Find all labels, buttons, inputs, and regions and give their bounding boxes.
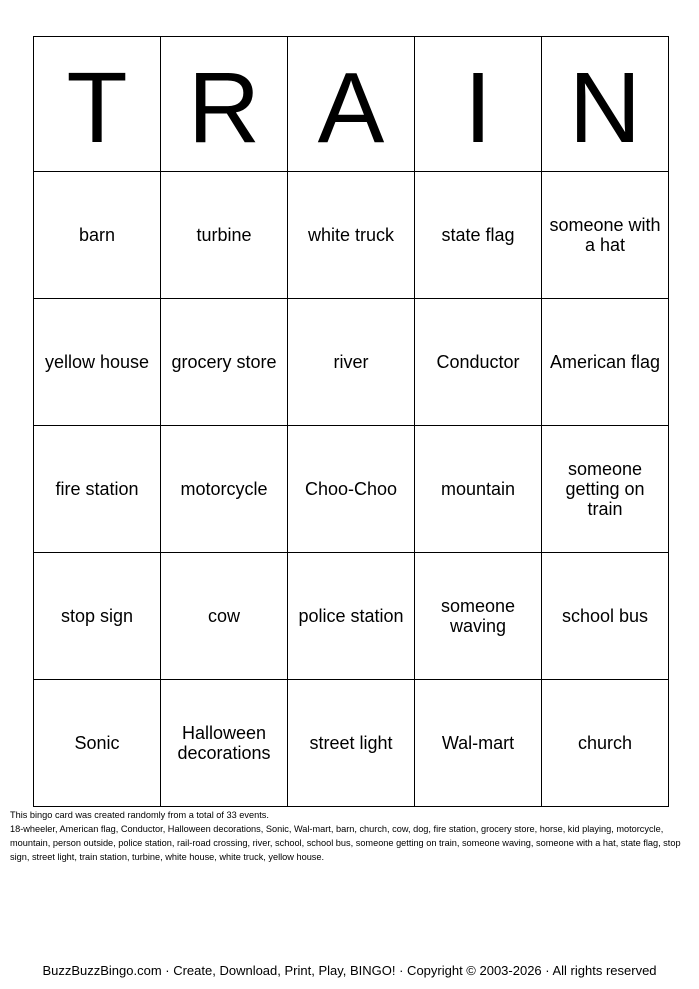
bingo-cell xyxy=(542,553,669,680)
bingo-cell xyxy=(288,553,415,680)
header-letter: I xyxy=(415,37,542,172)
cell-text: grocery store xyxy=(171,352,277,372)
bingo-cell xyxy=(415,299,542,426)
cell-text: river xyxy=(333,352,369,372)
cell-text: state flag xyxy=(441,225,515,245)
header-letter: N xyxy=(542,37,669,172)
cell-text: Halloween decorations xyxy=(177,723,271,763)
note-events: 18-wheeler, American flag, Conductor, Halloween decorations, Sonic, Wal-mart, barn, church, cow, dog, fire station, grocery store, horse, kid playing, motorcycle, mountain, person outside, police station, rail-road crossing, river, school, school bus, someone getting on train, someone waving, someone with a hat, state flag, stop sign, street light, train station, turbine, white house, white truck, yellow house. xyxy=(10,824,681,862)
bingo-cell xyxy=(288,426,415,553)
cell-text: Wal-mart xyxy=(441,733,515,753)
bingo-cell xyxy=(542,299,669,426)
cell-text: Conductor xyxy=(436,352,520,372)
cell-text: fire station xyxy=(55,479,139,499)
header-row xyxy=(34,37,669,172)
bingo-cell xyxy=(542,426,669,553)
cell-text: someone getting on train xyxy=(565,459,645,519)
bingo-cell xyxy=(161,680,288,807)
cell-text: cow xyxy=(207,606,240,626)
header-letter: T xyxy=(34,37,161,172)
cell-text: church xyxy=(577,733,633,753)
cell-text: street light xyxy=(309,733,393,753)
site-footer: BuzzBuzzBingo.com · Create, Download, Print, Play, BINGO! · Copyright © 2003-2026 · All rights reserved xyxy=(42,963,657,978)
card-row xyxy=(34,680,669,807)
bingo-cell xyxy=(288,680,415,807)
bingo-cell xyxy=(34,426,161,553)
cell-text: yellow house xyxy=(44,352,150,372)
event-list-note xyxy=(10,808,690,864)
bingo-cell xyxy=(34,680,161,807)
cell-text: Choo-Choo xyxy=(304,479,398,499)
card-row xyxy=(34,426,669,553)
cell-text: Sonic xyxy=(74,733,120,753)
bingo-cell xyxy=(161,426,288,553)
bingo-cell xyxy=(415,426,542,553)
cell-text: someone waving xyxy=(440,596,516,636)
card-row xyxy=(34,299,669,426)
bingo-cell xyxy=(288,299,415,426)
cell-text: school bus xyxy=(561,606,649,626)
header-letter: A xyxy=(288,37,415,172)
cell-text: barn xyxy=(78,225,116,245)
bingo-cell xyxy=(161,172,288,299)
bingo-card xyxy=(33,36,669,807)
bingo-cell xyxy=(34,172,161,299)
bingo-cell xyxy=(161,553,288,680)
bingo-cell xyxy=(415,172,542,299)
card-row xyxy=(34,172,669,299)
cell-text: police station xyxy=(298,606,404,626)
note-intro: This bingo card was created randomly from a total of 33 events. xyxy=(10,810,269,820)
cell-text: someone with a hat xyxy=(549,215,661,255)
bingo-cell xyxy=(34,299,161,426)
cell-text: turbine xyxy=(196,225,252,245)
cell-text: American flag xyxy=(549,352,661,372)
bingo-cell xyxy=(542,680,669,807)
cell-text: stop sign xyxy=(60,606,134,626)
cell-text: motorcycle xyxy=(180,479,268,499)
cell-text: mountain xyxy=(440,479,516,499)
bingo-cell xyxy=(34,553,161,680)
header-letter: R xyxy=(161,37,288,172)
bingo-cell xyxy=(161,299,288,426)
card-row xyxy=(34,553,669,680)
bingo-cell xyxy=(288,172,415,299)
bingo-cell xyxy=(542,172,669,299)
bingo-cell xyxy=(415,553,542,680)
bingo-cell xyxy=(415,680,542,807)
cell-text: white truck xyxy=(307,225,395,245)
